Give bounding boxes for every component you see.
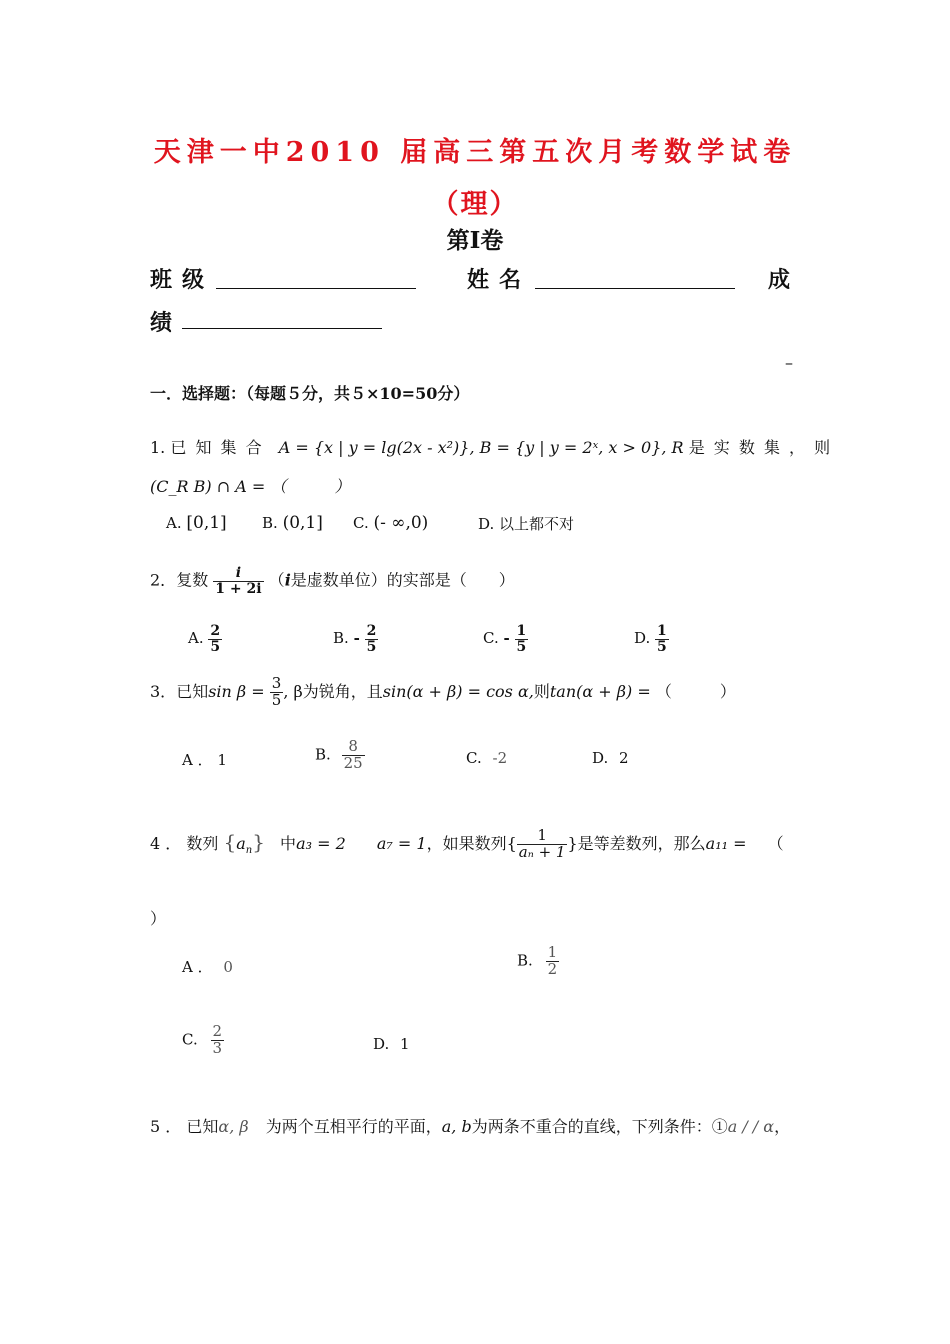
q1-line1: [150, 435, 832, 458]
q4-option-d: D. 1: [373, 1035, 410, 1053]
q2-option-a: A. $\frac{2}{5}$: [188, 623, 221, 655]
exam-title: 天津一中2010 届高三第五次月考数学试卷: [153, 137, 797, 168]
q3-option-b: B. $\frac{8}{25}$: [315, 737, 363, 772]
q2-fraction: $\frac{i}{1 + 2i}$: [215, 565, 262, 597]
header-dash: –: [785, 353, 793, 372]
class-blank-line: [216, 288, 416, 289]
q4-option-b: B. $\frac{1}{2}$: [517, 943, 558, 978]
q4-close-paren: ）: [150, 909, 167, 928]
q1-option-c: C. (- ∞,0): [353, 513, 429, 533]
name-label: 姓名: [467, 267, 532, 293]
q2-number: 2．: [150, 570, 177, 590]
q1-set-expression: A = {x | y = lg(2x - x²)}, B = {y | y = 2ˣ, x > 0}, R: [278, 438, 684, 457]
exam-subtitle: （理）: [431, 189, 519, 220]
q3-line: 3．已知sin β = $\frac{3}{5}$ , β为锐角，且sin(α + β) = cos α,则tan(α + β) = （ ）: [150, 674, 736, 709]
q1-option-a: A. [0,1]: [166, 513, 227, 533]
score-blank-line: [182, 328, 382, 329]
score-label-part2: 绩: [150, 310, 173, 336]
section-title: 一．选择题：（每题５分，共５×10=50分）: [150, 384, 470, 403]
q2-option-b: B. - $\frac{2}{5}$: [333, 623, 377, 655]
q4-option-a: A ． 0: [182, 958, 233, 976]
score-label-part1: 成: [768, 267, 791, 293]
volume-heading: 第Ⅰ卷: [446, 227, 504, 254]
q1-lead: 已 知 集 合: [170, 438, 264, 457]
q3-option-c: C. -2: [466, 749, 508, 767]
q1-option-b: B. (0,1]: [262, 513, 323, 533]
q4-line: 4 ． 数列 $\{a_n\}$ 中a₃ = 2 a₇ = 1，如果数列{ $\frac{1}{\text{aₙ + 1}}$ }是等差数列，那么a₁₁ = （: [150, 826, 784, 861]
q1-tail: 是 实 数 集 ， 则: [688, 438, 833, 457]
q2-option-c: C. - $\frac{1}{5}$: [483, 623, 527, 655]
q1-line2: (C_R B) ∩ A = （ ）: [150, 477, 351, 496]
q1-option-d: D. 以上都不对: [478, 515, 575, 533]
q5-line: 5 ． 已知α, β 为两个互相平行的平面，a, b为两条不重合的直线，下列条件：①a / / α，: [150, 1117, 791, 1136]
q3-option-d: D. 2: [592, 749, 629, 767]
name-blank-line: [535, 288, 735, 289]
q2-option-d: D. $\frac{1}{5}$: [634, 623, 667, 655]
q3-option-a: A ． 1: [182, 751, 227, 769]
class-label: 班级: [150, 267, 215, 293]
q2-lead: 复数: [176, 570, 209, 590]
q1-number: 1.: [150, 438, 166, 457]
q2-line: 2．复数 $\frac{i}{1 + 2i}$ （i是虚数单位）的实部是（ ）: [150, 565, 515, 597]
q4-option-c: C. $\frac{2}{3}$: [182, 1022, 223, 1057]
